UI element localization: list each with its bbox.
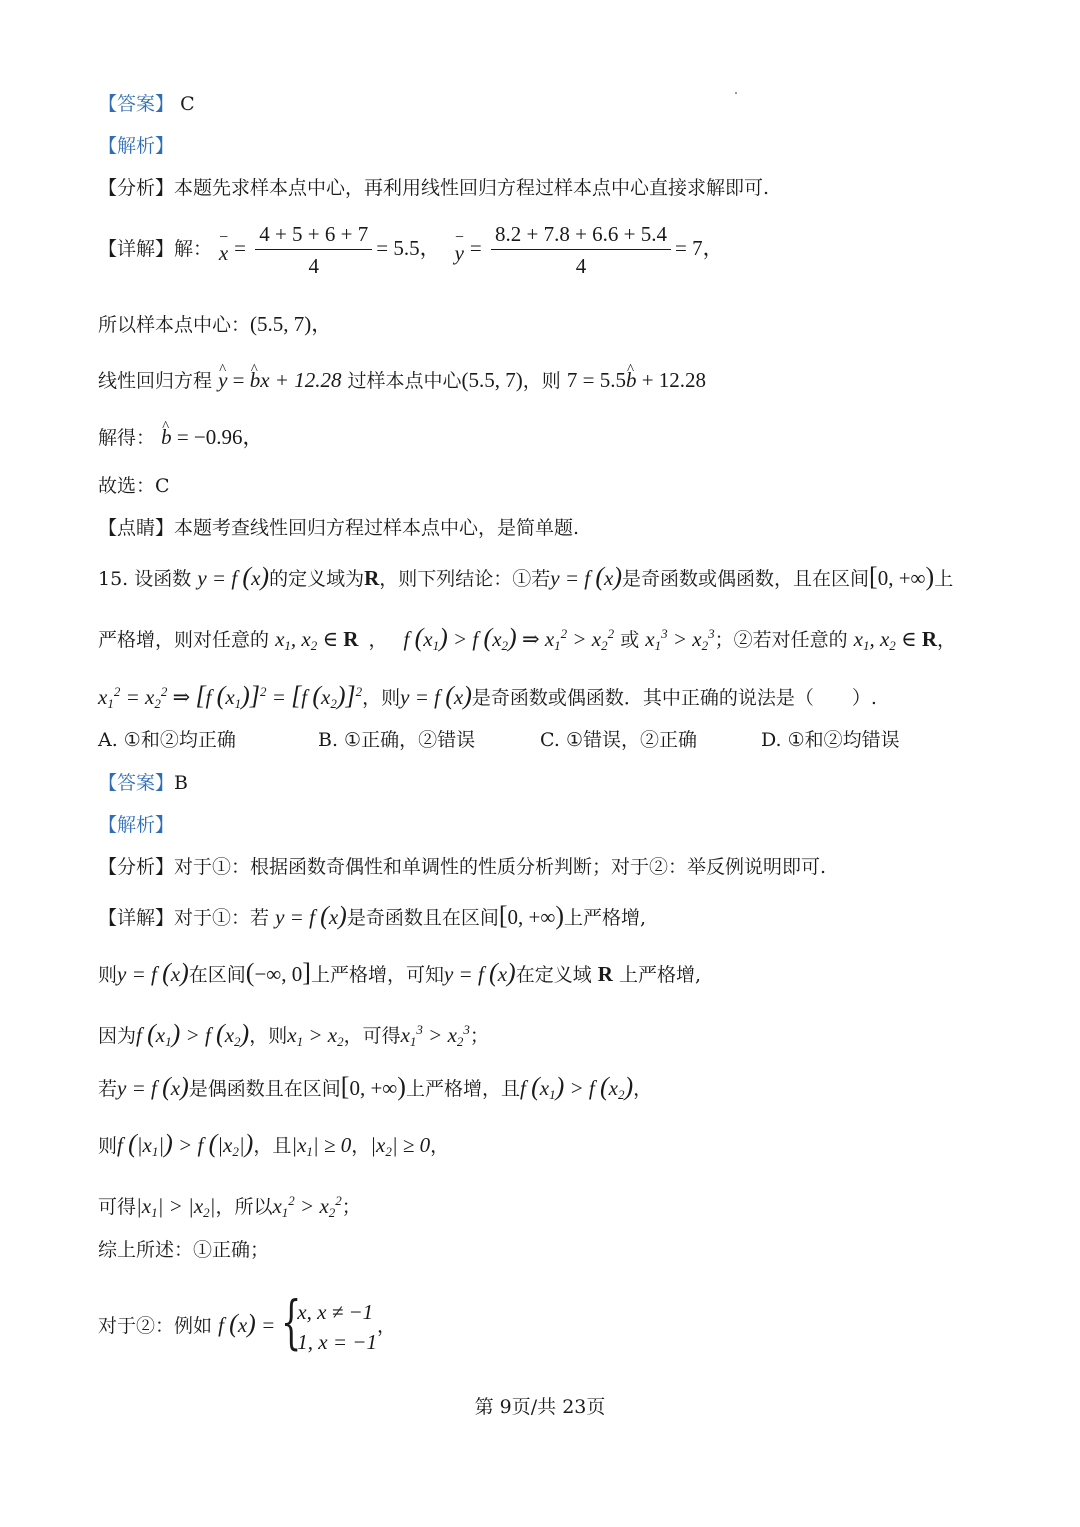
cube-ineq: $x_1^3 > x_2^3$: [645, 626, 715, 653]
solve-text: 解得：: [98, 427, 156, 449]
mean-x-eq: − x = $\frac{4 + 5 + 6 + 7}{4}$ = 5.5，: [218, 222, 441, 278]
ineq-abs-f: f $(|x_1|) > f$ $(|x_2|)$: [117, 1129, 254, 1159]
question-number: 15.: [98, 568, 129, 590]
stem-text: 上: [934, 568, 954, 590]
option-a[interactable]: A. ①和②均正确: [98, 729, 236, 751]
reg-point: (5.5, 7): [461, 368, 523, 392]
mean-y-eq: − y = $\frac{8.2 + 7.8 + 6.6 + 5.4}{4}$ = 7，: [453, 222, 724, 278]
solve-value: = −0.96，: [171, 425, 264, 449]
y-fraction: [491, 222, 671, 278]
detail-line-3: [98, 1018, 489, 1054]
detail-text: 在定义域: [515, 964, 592, 986]
detail-line-6: [98, 1189, 361, 1225]
detail-text: 上严格增，且: [405, 1078, 520, 1100]
page-footer: 第 9页/共 23页: [474, 1396, 606, 1418]
interval: [0, +∞): [498, 901, 565, 930]
reg-text-1: 线性回归方程: [98, 370, 213, 392]
dianjing-tag: 【点睛】: [98, 517, 175, 539]
func-def: y = f (x): [275, 901, 347, 930]
x-fraction: [255, 222, 372, 278]
detail-line-4: [98, 1072, 653, 1107]
answer-value: C: [180, 93, 195, 115]
func-def: y = f (x): [117, 1072, 189, 1101]
answer-value: B: [174, 772, 188, 794]
jiexi-tag: 【解析】: [98, 135, 175, 157]
interval: [0, +∞): [340, 1072, 406, 1101]
reg-sub-tail: + 12.28: [636, 368, 707, 392]
implication-1: f $(x_1) > f$ $(x_2)$ ⇒ $x_1^2 > x_2^2$: [403, 623, 615, 653]
interval-neg: (−∞, 0]: [245, 958, 311, 987]
answer-tag: 【答案】: [98, 93, 175, 115]
fenxi-tag: 【分析】: [98, 856, 175, 878]
x-denominator: 4: [308, 254, 319, 278]
abs-x1-nonneg: $|x_1| \ge 0$: [291, 1133, 352, 1159]
q15-stem-line-3: [98, 680, 877, 716]
y-result: = 7，: [675, 235, 724, 260]
stem-text: 是奇函数或偶函数．其中正确的说法是（ ）.: [471, 687, 877, 709]
choose-line: 故选：C: [98, 475, 170, 497]
jiexi-tag: 【解析】: [98, 814, 175, 836]
detail-text: 则: [98, 1135, 118, 1157]
real-set: R: [597, 962, 613, 986]
func-def: y = f (x): [443, 958, 516, 987]
detail-text: 是偶函数且在区间: [188, 1078, 341, 1100]
y-denominator: 4: [575, 254, 587, 278]
reg-text-3: ，则: [522, 370, 561, 392]
detail-text: 对于②：例如: [98, 1315, 213, 1337]
detail-text: 上严格增,: [564, 907, 647, 929]
dianjing-text: 本题考查线性回归方程过样本点中心，是简单题.: [174, 517, 580, 539]
x1x2-in-R: $x_1$, $x_2$ ∈ R: [275, 627, 359, 653]
stem-text: ，则: [362, 687, 401, 709]
detail-text: 上严格增，可知: [310, 964, 444, 986]
stem-text: ；②若对任意的: [714, 629, 848, 651]
detail-text: ，: [430, 1135, 450, 1157]
xiangjie-tag: 【详解】: [98, 237, 175, 260]
detail-line-5: [98, 1129, 450, 1164]
y-numerator: 8.2 + 7.8 + 6.6 + 5.4: [491, 222, 671, 250]
reg-eq-tail: x + 12.28: [260, 368, 342, 392]
ineq-f: f $(x_1) > f$ $(x_2)$: [519, 1072, 634, 1102]
option-d[interactable]: D. ①和②均错误: [761, 729, 900, 751]
implication-2: $x_1^2 = x_2^2$ ⇒ [f $(x_1)]^2 = [f$ $(x_2)]^2$: [98, 681, 363, 711]
fenxi-text: 对于①：根据函数奇偶性和单调性的性质分析判断；对于②：举反例说明即可.: [174, 856, 827, 878]
detail-text: 可得: [98, 1196, 137, 1218]
fenxi-line-15: [98, 855, 826, 879]
detail-line-2: [98, 958, 702, 987]
detail-text: ；: [469, 1025, 489, 1047]
case-1: x, x ≠ −1: [297, 1300, 374, 1324]
detail-text: ，: [376, 1315, 396, 1337]
real-set: R: [364, 566, 380, 590]
fenxi-text: 本题先求样本点中心，再利用线性回归方程过样本点中心直接求解即可.: [174, 177, 770, 199]
center-line: [98, 312, 332, 337]
ineq-square: $x_1^2 > x_2^2$: [272, 1193, 342, 1220]
stem-text: 严格增，则对任意的: [98, 629, 270, 651]
ineq-f: f $(x_1) > f$ $(x_2)$: [136, 1019, 250, 1049]
answer-line-14: [98, 92, 195, 116]
stem-text: 设函数: [134, 568, 192, 590]
dianjing-line: [98, 516, 579, 540]
detail-text: 若: [98, 1078, 118, 1100]
reg-text-2: 过样本点中心: [347, 370, 462, 392]
case-2: 1, x = −1: [297, 1330, 377, 1354]
detail-text: 因为: [98, 1025, 137, 1047]
stem-text: 或: [620, 629, 640, 651]
detail-text: 则: [98, 964, 118, 986]
reg-substitution: 7 = 5.5^ b + 12.28: [567, 368, 706, 392]
q15-stem-line-2: 严格增，则对任意的 $x_1$, $x_2$ ∈ R ， f $(x_1) > f$ $(x_2)$ ⇒ $x_1^2 > x_2^2$ 或 $x_1^3 > x_2^3$；②若对任意的 $x_1$, $x_2$ ∈ R，: [98, 623, 957, 653]
detail-line-1: [98, 901, 647, 930]
detail-line-7: 综上所述：①正确；: [98, 1239, 270, 1261]
stem-text: 是奇函数或偶函数，且在区间: [622, 568, 870, 590]
solve-eq: ^ b = −0.96，: [161, 425, 263, 449]
interval: [0, +∞): [869, 562, 935, 591]
detail-line-8: [98, 1288, 396, 1357]
piecewise-cases: { x, x ≠ −1 1, x = −1: [281, 1288, 377, 1356]
detail-text: 在区间: [188, 964, 246, 986]
abs-x2-nonneg: $|x_2| \ge 0$: [370, 1133, 431, 1159]
q15-stem-line-1: [98, 562, 954, 591]
speck: [735, 92, 737, 94]
fenxi-line-14: [98, 176, 769, 200]
fenxi-tag: 【分析】: [98, 177, 175, 199]
detail-text: ，可得: [343, 1025, 401, 1047]
x-result: = 5.5，: [376, 235, 441, 260]
detail-text: ，则: [249, 1025, 288, 1047]
xiangjie-prefix: 解：: [174, 237, 213, 260]
detail-text: ，且: [253, 1135, 292, 1157]
detail-text: ，所以: [215, 1196, 273, 1218]
option-b[interactable]: B. ①正确，②错误: [318, 729, 476, 751]
ineq-abs-x: $|x_1| > |x_2|$: [136, 1194, 216, 1220]
ineq-cube: $x_1^3 > x_2^3$: [400, 1022, 470, 1049]
x1x2-in-R: $x_1$, $x_2$ ∈ R: [853, 627, 938, 653]
option-c[interactable]: C. ①错误，②正确: [540, 729, 697, 751]
detail-text: 对于①：若: [174, 907, 270, 929]
func-def: y = f (x): [117, 958, 189, 987]
center-point: (5.5, 7)，: [250, 312, 333, 336]
xiangjie-tag: 【详解】: [98, 907, 175, 929]
detail-text: 是奇函数且在区间: [346, 907, 499, 929]
center-text: 所以样本点中心：: [98, 314, 251, 336]
stem-text: 的定义域为: [269, 568, 365, 590]
func-def: y = f (x): [550, 562, 623, 591]
detail-text: 上严格增,: [619, 964, 702, 986]
func-def: y = f (x): [400, 681, 472, 710]
answer-tag: 【答案】: [98, 772, 175, 794]
reg-equation: ^ y = ^ bx + 12.28: [218, 368, 341, 392]
ineq-x: $x_1 > x_2$: [287, 1023, 344, 1049]
stem-text: ，则下列结论：①若: [379, 568, 551, 590]
detail-text: ，: [633, 1078, 653, 1100]
detail-text: ；: [341, 1196, 361, 1218]
solve-line: [98, 425, 264, 450]
detail-text: ，: [351, 1135, 371, 1157]
func-def: y = f (x): [197, 562, 270, 591]
answer-line-15: [98, 771, 188, 795]
x-numerator: 4 + 5 + 6 + 7: [255, 222, 372, 250]
piecewise-func: f (x) =: [218, 1309, 276, 1338]
reg-sub-eq: 7 = 5.5: [566, 368, 626, 392]
xiangjie-line-14: [98, 222, 724, 278]
regression-line: [98, 368, 706, 393]
